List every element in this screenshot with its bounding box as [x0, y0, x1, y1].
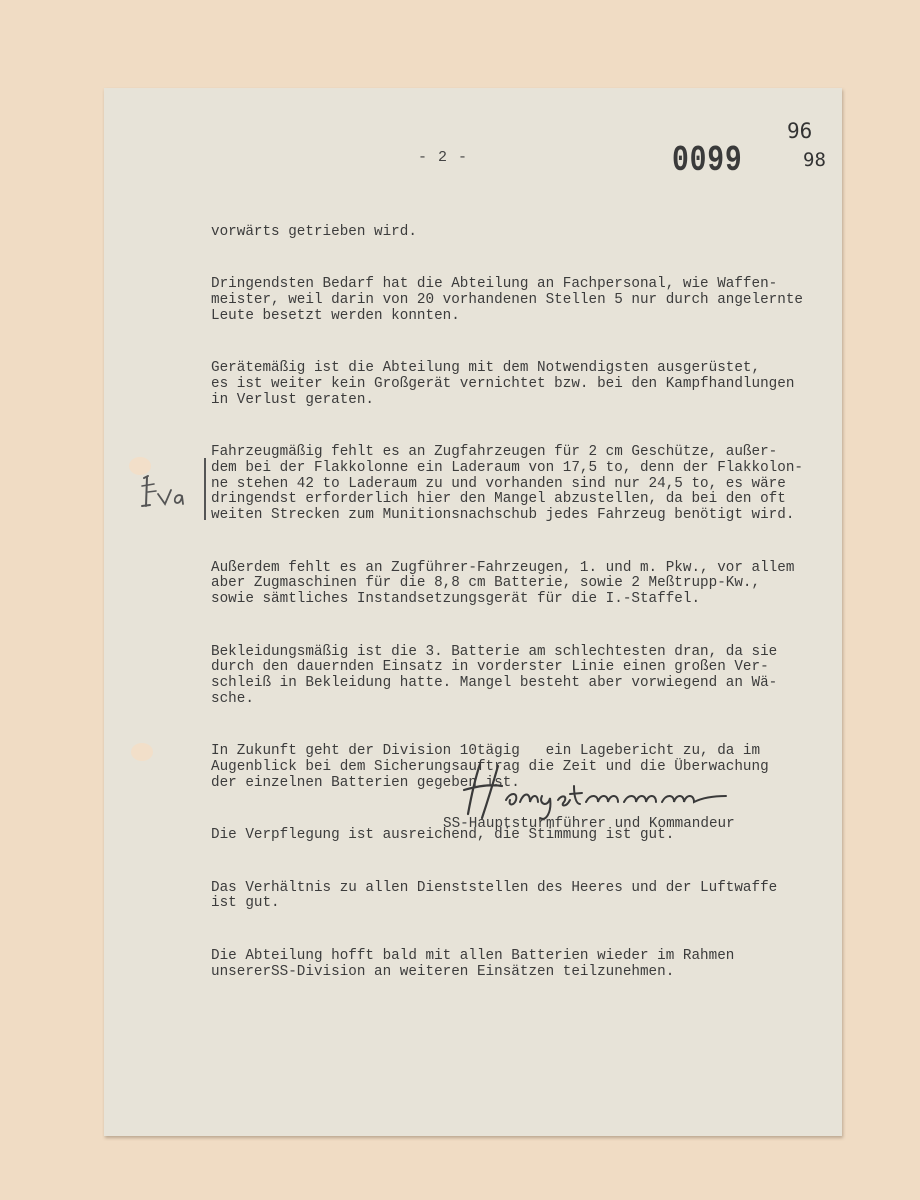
margin-bracket [204, 458, 206, 520]
paragraph: Dringendsten Bedarf hat die Abteilung an Fachpersonal, wie Waffen- meister, weil darin von 20 vorhandenen Stellen 5 nur durch angelernte Leute besetzt werden konnten. [211, 275, 803, 324]
paragraph: In Zukunft geht der Division 10tägig ein Lagebericht zu, da im Augenblick bei dem Sicherungsauftrag die Zeit und die Überwachung der einzelnen Batterien gegeben ist. [211, 743, 769, 791]
page-number: - 2 - [418, 149, 469, 166]
margin-annotation [138, 472, 188, 518]
paragraph: vorwärts getrieben wird. [211, 223, 417, 240]
folio-number-stamped: 98 [803, 149, 826, 171]
paragraph: Außerdem fehlt es an Zugführer-Fahrzeugen, 1. und m. Pkw., vor allem aber Zugmaschinen für die 8,8 cm Batterie, sowie 2 Meßtrupp-Kw., sowie sämtliches Instandsetzungsgerät für die I.-Staffel. [211, 559, 795, 608]
paragraph: Bekleidungsmäßig ist die 3. Batterie am schlechtesten dran, da sie durch den dauernden Einsatz in vorderster Linie einen großen Ver- schleiß in Bekleidung hatte. Mangel besteht aber vorwiegend an Wä- sche. [211, 643, 778, 707]
paragraph: Die Abteilung hofft bald mit allen Batterien wieder im Rahmen unsererSS-Division an weiteren Einsätzen teilzunehmen. [211, 947, 735, 980]
handwritten-annotation-icon [138, 472, 188, 512]
paragraph: Das Verhältnis zu allen Dienststellen des Heeres und der Luftwaffe ist gut. [211, 879, 778, 912]
stamped-document-number: 0099 [672, 140, 743, 181]
document-body [211, 193, 851, 1001]
paragraph: Gerätemäßig ist die Abteilung mit dem Notwendigsten ausgerüstet, es ist weiter kein Großgerät vernichtet bzw. bei den Kampfhandlungen in Verlust geraten. [211, 359, 795, 408]
paragraph: Fahrzeugmäßig fehlt es an Zugfahrzeugen für 2 cm Geschütze, außer- dem bei der Flakkolonne ein Laderaum von 17,5 to, denn der Flakkolon- ne stehen 42 to Laderaum zu und vorhanden sind nur 24,5 to, es wäre dringendst erforderlich hier den Mangel abzustellen, da bei den oft weiten Strecken zum Munitionsnachschub jedes Fahrzeug benötigt wird. [211, 443, 803, 524]
folio-number-handwritten: 96 [787, 119, 813, 143]
paragraph: Die Verpflegung ist ausreichend, die Stimmung ist gut. [211, 827, 675, 844]
punch-hole-bottom [131, 743, 153, 761]
signer-title: SS-Hauptsturmführer und Kommandeur [443, 816, 735, 832]
